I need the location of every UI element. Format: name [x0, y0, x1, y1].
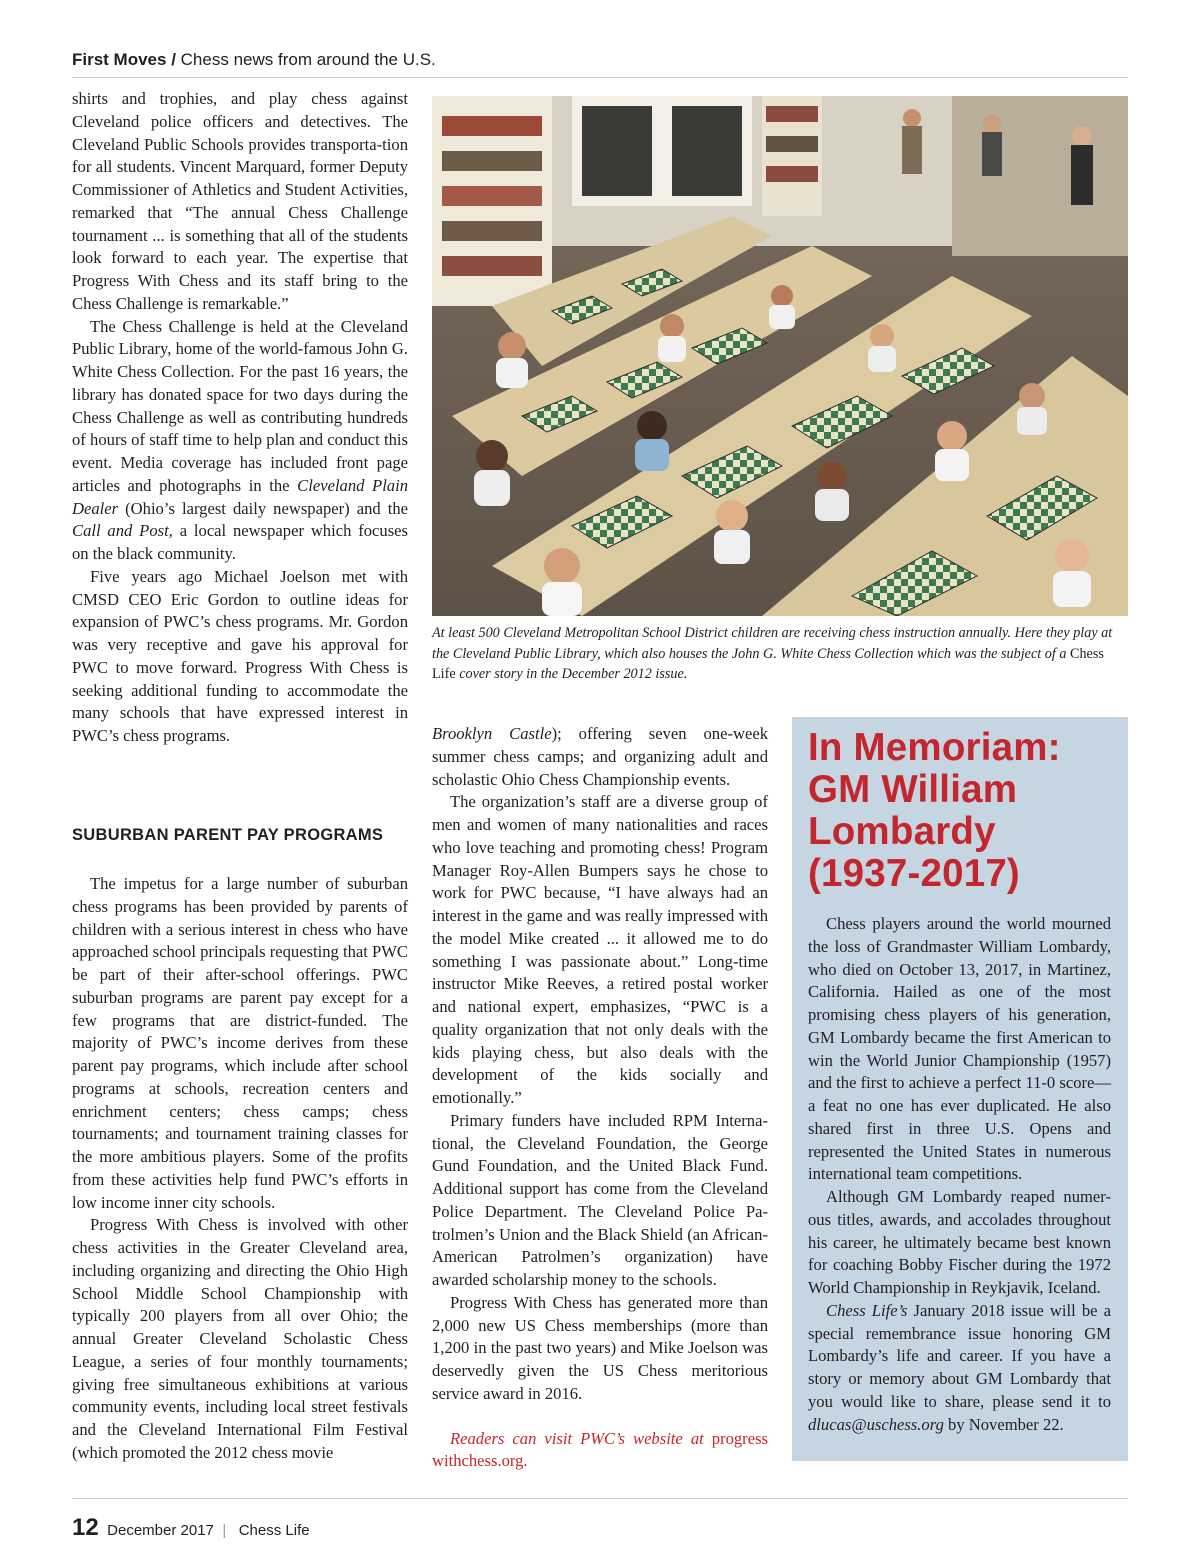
paragraph: Although GM Lombardy reaped numer-ous titles, awards, and accolades throughout his career, he ultimately became best known for coaching Bobby Fischer during the 1972 World Championship in Reykjavik, Iceland.: [808, 1187, 1111, 1297]
section-subtitle: Chess news from around the U.S.: [180, 50, 436, 69]
magazine-name: Chess Life: [432, 645, 1104, 682]
paragraph: Chess players around the world mourned the loss of Grandmaster William Lombardy, who died on October 13, 2017, in Martinez, California. Hailed as one of the most promising chess players of his generation, GM Lombardy became the first American to win the World Junior Championship (1957) and the first to achieve a perfect 11-0 score—a feat no one has ever duplicated. He also shared first in three U.S. Opens and represented the United States in numerous international team competitions.: [808, 914, 1111, 1184]
paragraph: Brooklyn Castle); offering seven one-week summer chess camps; and organizing adult and scholastic Ohio Chess Championship events.: [432, 724, 768, 789]
website-note: Readers can visit PWC’s website at progress withchess.org.: [432, 1428, 768, 1471]
column-2: [432, 723, 768, 1473]
issue-date: December 2017: [107, 1522, 214, 1539]
movie-title: Brooklyn Castle: [432, 724, 552, 743]
paragraph: Progress With Chess has generated more than 2,000 new US Chess memberships (more than 1,200 in the past two years) and Mike Joelson was deservedly given the US Chess meritorious service award in 2016.: [432, 1292, 768, 1403]
magazine-name: Chess Life’s: [826, 1300, 908, 1320]
paragraph: Primary funders have included RPM Interna-tional, the Cleveland Foundation, the George Gund Foundation, and the United Black Fund. Additional support has come from the Cleveland Police Department. The Cleveland Police Pa-trolmen’s Union and the Black Shield (an African-American Patrolmen’s organization) have awarded scholarship money to the schools.: [432, 1110, 768, 1289]
column-1-bottom: [72, 873, 408, 1465]
page-footer: [72, 1514, 310, 1544]
paragraph: Chess Life’s January 2018 issue will be a special remembrance issue honoring GM Lombardy’s life and career. If you have a story or memory about GM Lombardy that you would like to share, please send it to dlucas@uschess.org by November 22.: [808, 1300, 1112, 1434]
paragraph: shirts and trophies, and play chess against Cleveland police officers and detectives. The Cleveland Public Schools provides transporta-tion for all students. Vincent Marquard, former Deputy Commissioner of Athletics and Student Activities, remarked that “The annual Chess Challenge tournament ... is something that all of the students look forward to each year. The expertise that Progress With Chess and its staff bring to the Chess Challenge is remarkable.”: [72, 89, 408, 313]
paragraph: Progress With Chess is involved with other chess activities in the Greater Cleveland area, including organizing and directing the Ohio High School Middle School Championship with typically 200 players from all over Ohio; the annual Greater Cleveland Scholastic Chess League, a series of four monthly tournaments; giving free simultaneous exhibitions at various community events, including local street festivals and the Cleveland International Film Festival (which promoted the 2012 chess movie: [72, 1215, 408, 1462]
header-divider: [72, 77, 1128, 78]
page-number: 12: [72, 1514, 99, 1541]
paragraph: The organization’s staff are a diverse group of men and women of many nationalities and races who love teaching and promoting chess! Program Manager Roy-Allen Bumpers says he chose to work for PWC because, “I have always had an interest in the game and was really impressed with the model Mike created ... it allowed me to do something I was passionate about.” Long-time instructor Mike Reeves, a retired postal worker and national expert, emphasizes, “PWC is a quality organization that not only deals with the kids playing chess, but also deals with the development of the kids socially and emotionally.”: [432, 792, 768, 1107]
sidebar-title: In Memoriam: GM William Lombardy (1937-2017): [808, 726, 1061, 895]
paragraph: The Chess Challenge is held at the Cleveland Public Library, home of the world-famous John G. White Chess Collection. For the past 16 years, the library has donated space for two days during the Chess Challenge as well as contributing hundreds of hours of staff time to help plan and conduct this event. Media coverage has included front page articles and photographs in the Cleveland Plain Dealer (Ohio’s largest daily newspaper) and the Call and Post, a local newspaper which focuses on the black community.: [72, 316, 409, 563]
publication-name: Call and Post,: [72, 521, 173, 541]
photo-caption: At least 500 Cleveland Metropolitan School District children are receiving chess instruction annually. Here they play at the Cleveland Public Library, which also houses the John G. White Chess Collection which was the subject of a Chess Life cover story in the December 2012 issue.: [432, 625, 1113, 682]
paragraph: Five years ago Michael Joelson met with CMSD CEO Eric Gordon to outline ideas for expansion of PWC’s chess programs. Mr. Gordon was very receptive and gave his approval for PWC to move forward. Progress With Chess is seeking additional funding to accommodate the many schools that have expressed interest in PWC’s chess programs.: [72, 566, 408, 745]
magazine-name: Chess Life: [238, 1522, 310, 1539]
section-title: First Moves /: [72, 50, 176, 69]
publication-name: Cleveland Plain Dealer: [72, 475, 409, 518]
sidebar-body: [808, 913, 1111, 1436]
footer-separator: |: [222, 1522, 227, 1539]
page-header: [72, 50, 1128, 78]
column-1-top: [72, 88, 408, 748]
website-link[interactable]: progress withchess.org.: [432, 1428, 768, 1471]
paragraph: The impetus for a large number of suburban chess programs has been provided by parents of children with a serious interest in chess who have approached school principals requesting that PWC be part of their after-school offerings. PWC suburban programs are parent pay except for a few programs that are district-funded. The majority of PWC’s income derives from these parent pay programs, which include after school programs at schools, recreation centers and enrichment centers; chess camps; chess tournaments; and tournament training classes for the more ambitious players. Some of the profits from these activities help fund PWC’s efforts in low income inner city schools.: [72, 874, 408, 1212]
email-link[interactable]: dlucas@uschess.org: [808, 1414, 944, 1434]
chess-tournament-photo: [432, 96, 1128, 616]
memoriam-sidebar: [792, 717, 1128, 1461]
footer-divider: [72, 1498, 1128, 1499]
subheading: SUBURBAN PARENT PAY PROGRAMS: [72, 826, 384, 844]
